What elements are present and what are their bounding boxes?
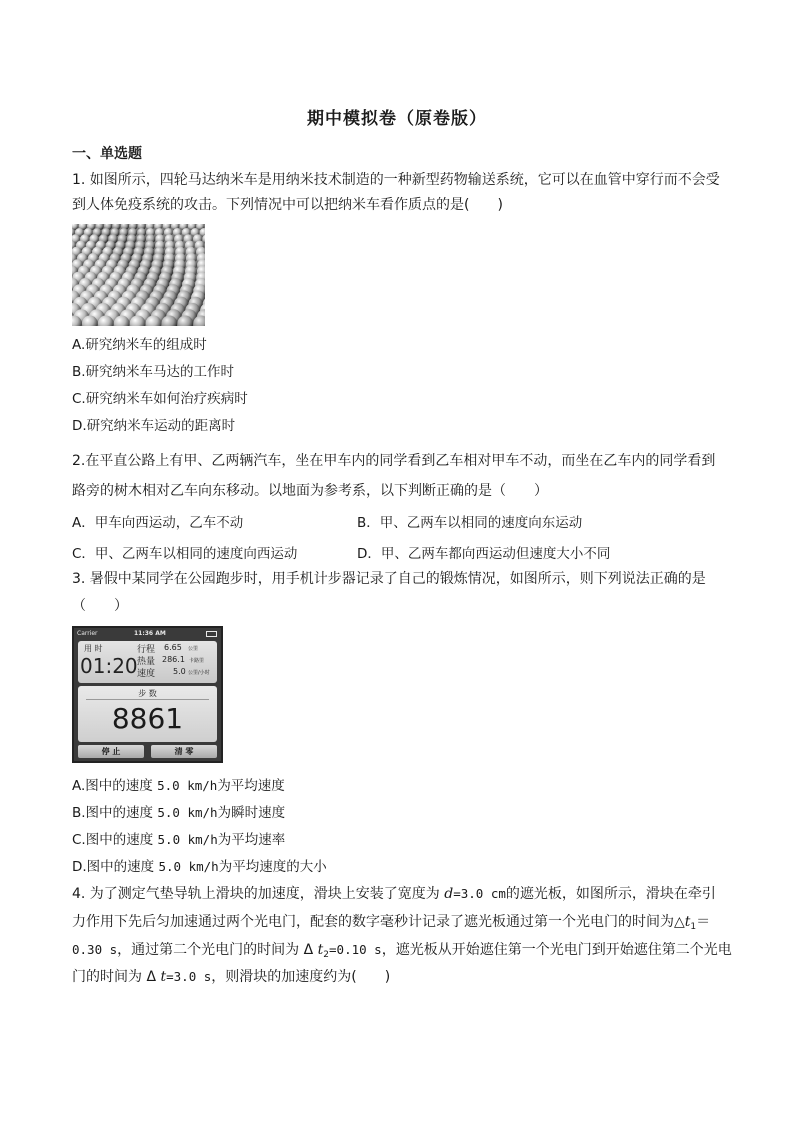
q3-option-c-tail: 为平均速率 [217, 832, 286, 848]
q1-stem-line2: 到人体免疫系统的攻击。下列情况中可以把纳米车看作质点的是( ) [72, 197, 503, 213]
stop-button: 停 止 [78, 745, 144, 758]
q4-l3-tail: ，遮光板从开始遮住第一个光电门到开始遮住第二个光电 [381, 942, 732, 958]
battery-icon [206, 631, 217, 637]
q4-var-d: d [444, 886, 454, 902]
steps-value: 8861 [111, 702, 184, 735]
carrier-label: Carrier [77, 630, 98, 637]
q2-option-a: A．甲车向西运动，乙车不动 [72, 515, 244, 531]
q4-l3-text: ，通过第二个光电门的时间为 Δ [117, 942, 318, 958]
steps-label: 步 数 [138, 689, 157, 698]
q3-option-b-tail: 为瞬时速度 [217, 805, 286, 821]
q1-stem-line1: 1. 如图所示，四轮马达纳米车是用纳米技术制造的一种新型药物输送系统，它可以在血管中穿行而不会受 [72, 172, 720, 188]
q4-width-value: =3.0 cm [453, 886, 506, 901]
q3-option-d-text: D.图中的速度 [72, 859, 159, 875]
q3-option-a-value: 5.0 km/h [157, 778, 218, 793]
q4-dt-value: =3.0 s [166, 969, 212, 984]
steps-panel [78, 686, 217, 742]
q3-option-c-value: 5.0 km/h [157, 832, 218, 847]
q4-stem-line3 [72, 940, 732, 960]
q3-stem-line2: （ ） [72, 598, 128, 614]
q4-l2-tail: ＝ [696, 914, 711, 930]
q4-stem-line2 [72, 912, 732, 932]
q4-var-t1: t [684, 914, 691, 930]
speed-value: 5.0 [173, 667, 186, 676]
q4-l4-tail: ，则滑块的加速度约为( ) [211, 969, 391, 985]
q1-option-d: D.研究纳米车运动的距离时 [72, 418, 236, 434]
q3-option-d-tail: 为平均速度的大小 [218, 859, 327, 875]
heat-unit: 卡路里 [189, 658, 205, 664]
heat-label: 热量 [137, 657, 156, 667]
q3-option-a [72, 776, 732, 796]
distance-value: 6.65 [164, 643, 182, 652]
duration-value: 01:20 [80, 654, 138, 678]
q3-option-c [72, 830, 732, 850]
page-title: 期中模拟卷（原卷版） [307, 109, 487, 129]
q4-l1-text: 4. 为了测定气垫导轨上滑块的加速度，滑块上安装了宽度为 [72, 886, 445, 902]
q4-var-t2: t [317, 942, 324, 958]
q3-option-b [72, 803, 732, 823]
nanocar-image [72, 224, 205, 326]
q3-option-d [72, 857, 732, 877]
heat-value: 286.1 [162, 655, 185, 664]
q2-stem-line2: 路旁的树木相对乙车向东移动。以地面为参考系，以下判断正确的是（ ） [72, 483, 548, 499]
distance-label: 行程 [137, 645, 156, 655]
phone-status-bar [76, 629, 219, 639]
q2-stem-line1: 2.在平直公路上有甲、乙两辆汽车，坐在甲车内的同学看到乙车相对甲车不动，而坐在乙车内的同学看到 [72, 453, 716, 469]
q4-l2-text: 力作用下先后匀加速通过两个光电门，配套的数字毫秒计记录了遮光板通过第一个光电门的时间为△ [72, 914, 685, 930]
q3-option-b-value: 5.0 km/h [157, 805, 218, 820]
q4-sub-2: 2 [323, 950, 330, 960]
duration-label: 用 时 [84, 644, 103, 653]
q1-option-c: C.研究纳米车如何治疗疾病时 [72, 391, 248, 407]
q2-option-c: C．甲、乙两车以相同的速度向西运动 [72, 546, 298, 562]
q4-stem-line4 [72, 967, 732, 987]
summary-panel [78, 641, 217, 683]
q4-sub-1: 1 [690, 922, 697, 932]
q2-option-d: D．甲、乙两车都向西运动但速度大小不同 [357, 546, 611, 562]
speed-unit: 公里/小时 [188, 670, 210, 676]
distance-unit: 公里 [188, 646, 199, 652]
q3-option-a-text: A.图中的速度 [72, 778, 158, 794]
q4-l1-tail: 的遮光板，如图所示，滑块在牵引 [505, 886, 716, 902]
q4-stem-line1 [72, 884, 732, 904]
q3-stem-line1: 3. 暑假中某同学在公园跑步时，用手机计步器记录了自己的锻炼情况，如图所示，则下列说法正确的是 [72, 571, 706, 587]
q3-option-c-text: C.图中的速度 [72, 832, 158, 848]
q1-option-a: A.研究纳米车的组成时 [72, 337, 207, 353]
section-heading: 一、单选题 [72, 146, 142, 162]
status-time: 11:36 AM [134, 630, 166, 637]
speed-label: 速度 [137, 669, 156, 679]
q3-option-a-tail: 为平均速度 [217, 778, 285, 794]
q4-t2-value: =0.10 s [329, 942, 382, 957]
pedometer-screenshot [72, 626, 223, 763]
q4-t1-value: 0.30 s [72, 942, 118, 957]
steps-divider [86, 699, 209, 700]
q2-option-b: B．甲、乙两车以相同的速度向东运动 [357, 515, 583, 531]
q4-var-t: t [160, 969, 167, 985]
q1-option-b: B.研究纳米车马达的工作时 [72, 364, 235, 380]
q4-l4-text: 门的时间为 Δ [72, 969, 161, 985]
q3-option-b-text: B.图中的速度 [72, 805, 158, 821]
clear-button: 清 零 [151, 745, 217, 758]
q3-option-d-value: 5.0 km/h [158, 859, 219, 874]
